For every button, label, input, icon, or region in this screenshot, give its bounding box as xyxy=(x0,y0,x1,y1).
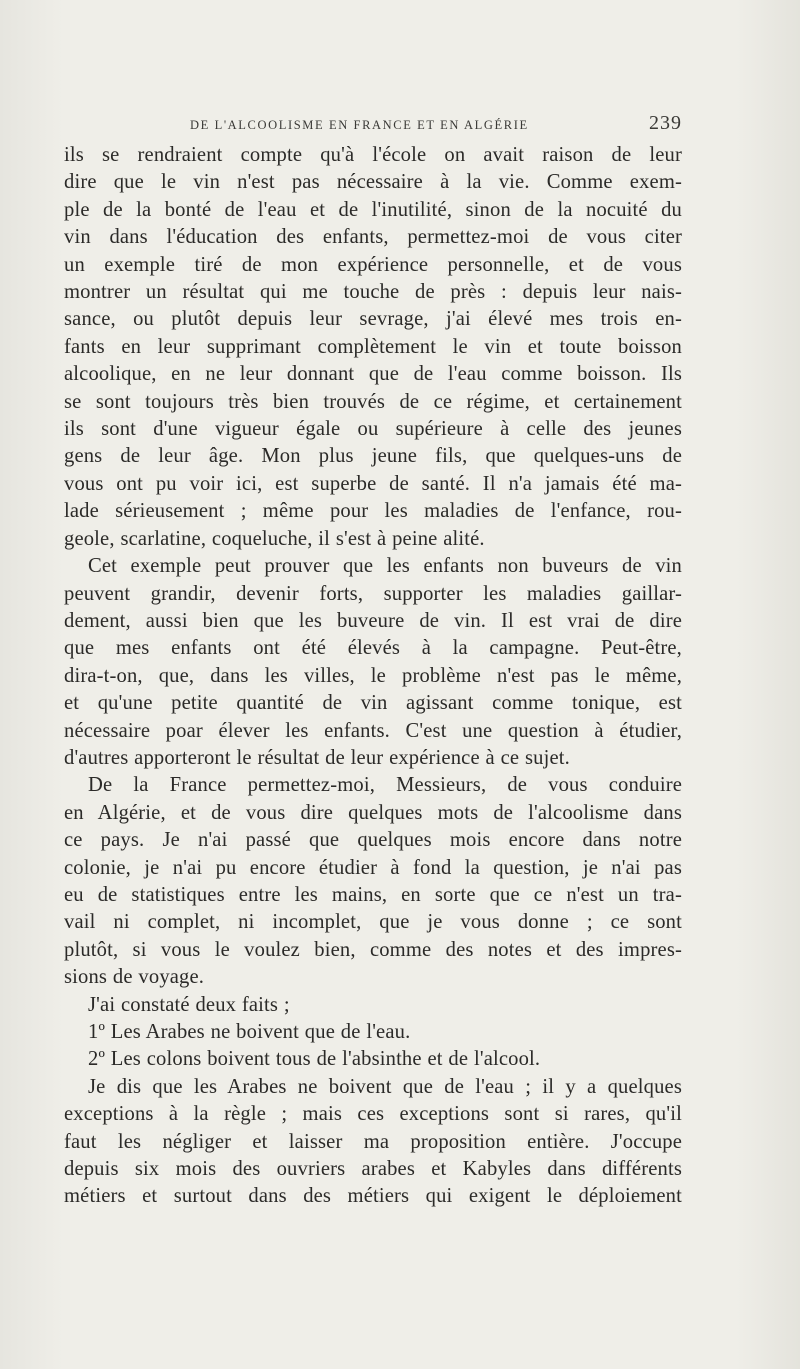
text-line: métiers et surtout dans des métiers qui exigent le déploiement xyxy=(64,1185,682,1208)
text-line: exceptions à la règle ; mais ces exceptions sont si rares, qu'il xyxy=(64,1103,682,1126)
text-line: sance, ou plutôt depuis leur sevrage, j'ai élevé mes trois en- xyxy=(64,308,682,331)
text-line: sions de voyage. xyxy=(64,966,205,989)
text-line: dira-t-on, que, dans les villes, le problème n'est pas le même, xyxy=(64,664,682,687)
text-line: ce pays. Je n'ai passé que quelques mois encore dans notre xyxy=(64,829,682,852)
text-line: J'ai constaté deux faits ; xyxy=(88,993,290,1016)
text-line: faut les négliger et laisser ma proposition entière. J'occupe xyxy=(64,1130,682,1153)
text-line: en Algérie, et de vous dire quelques mots de l'alcoolisme dans xyxy=(64,801,682,824)
page-header xyxy=(190,112,682,138)
text-line: ils sont d'une vigueur égale ou supérieure à celle des jeunes xyxy=(64,418,682,441)
text-line: dement, aussi bien que les buveure de vin. Il est vrai de dire xyxy=(64,609,682,632)
text-line: 2º Les colons boivent tous de l'absinthe et de l'alcool. xyxy=(88,1048,541,1071)
text-line: gens de leur âge. Mon plus jeune fils, que quelques-uns de xyxy=(64,445,682,468)
text-line: vin dans l'éducation des enfants, permettez-moi de vous citer xyxy=(64,226,682,249)
text-line: vous ont pu voir ici, est superbe de santé. Il n'a jamais été ma- xyxy=(64,472,682,495)
text-line: dire que le vin n'est pas nécessaire à la vie. Comme exem- xyxy=(64,171,682,194)
running-head: DE L'ALCOOLISME EN FRANCE ET EN ALGÉRIE xyxy=(190,118,529,132)
text-line: se sont toujours très bien trouvés de ce régime, et certainement xyxy=(64,390,682,413)
text-line: eu de statistiques entre les mains, en sorte que ce n'est un tra- xyxy=(64,883,682,906)
text-line: ple de la bonté de l'eau et de l'inutilité, sinon de la nocuité du xyxy=(64,198,682,221)
text-line: nécessaire poar élever les enfants. C'est une question à étudier, xyxy=(64,719,682,742)
text-line: plutôt, si vous le voulez bien, comme des notes et des impres- xyxy=(64,938,682,961)
body-text xyxy=(64,142,682,1211)
text-line: peuvent grandir, devenir forts, supporter les maladies gaillar- xyxy=(64,582,682,605)
page-number: 239 xyxy=(649,112,682,134)
text-line: fants en leur supprimant complètement le vin et toute boisson xyxy=(64,335,682,358)
text-line: geole, scarlatine, coqueluche, il s'est à peine alité. xyxy=(64,527,485,550)
text-line: colonie, je n'ai pu encore étudier à fond la question, je n'ai pas xyxy=(64,856,682,879)
text-line: Cet exemple peut prouver que les enfants non buveurs de vin xyxy=(88,555,682,578)
text-line: un exemple tiré de mon expérience personnelle, et de vous xyxy=(64,253,682,276)
text-line: que mes enfants ont été élevés à la campagne. Peut-être, xyxy=(64,637,682,660)
text-line: et qu'une petite quantité de vin agissant comme tonique, est xyxy=(64,692,682,715)
text-line: lade sérieusement ; même pour les maladies de l'enfance, rou- xyxy=(64,500,682,523)
text-line: ils se rendraient compte qu'à l'école on avait raison de leur xyxy=(64,144,682,166)
text-line: Je dis que les Arabes ne boivent que de l'eau ; il y a quelques xyxy=(88,1075,682,1098)
text-line: alcoolique, en ne leur donnant que de l'eau comme boisson. Ils xyxy=(64,363,682,386)
text-line: d'autres apporteront le résultat de leur expérience à ce sujet. xyxy=(64,746,570,769)
text-line: De la France permettez-moi, Messieurs, de vous conduire xyxy=(88,774,682,797)
text-line: vail ni complet, ni incomplet, que je vous donne ; ce sont xyxy=(64,911,682,934)
text-line: montrer un résultat qui me touche de près : depuis leur nais- xyxy=(64,281,682,304)
text-line: 1º Les Arabes ne boivent que de l'eau. xyxy=(88,1021,411,1043)
text-line: depuis six mois des ouvriers arabes et Kabyles dans différents xyxy=(64,1158,682,1181)
